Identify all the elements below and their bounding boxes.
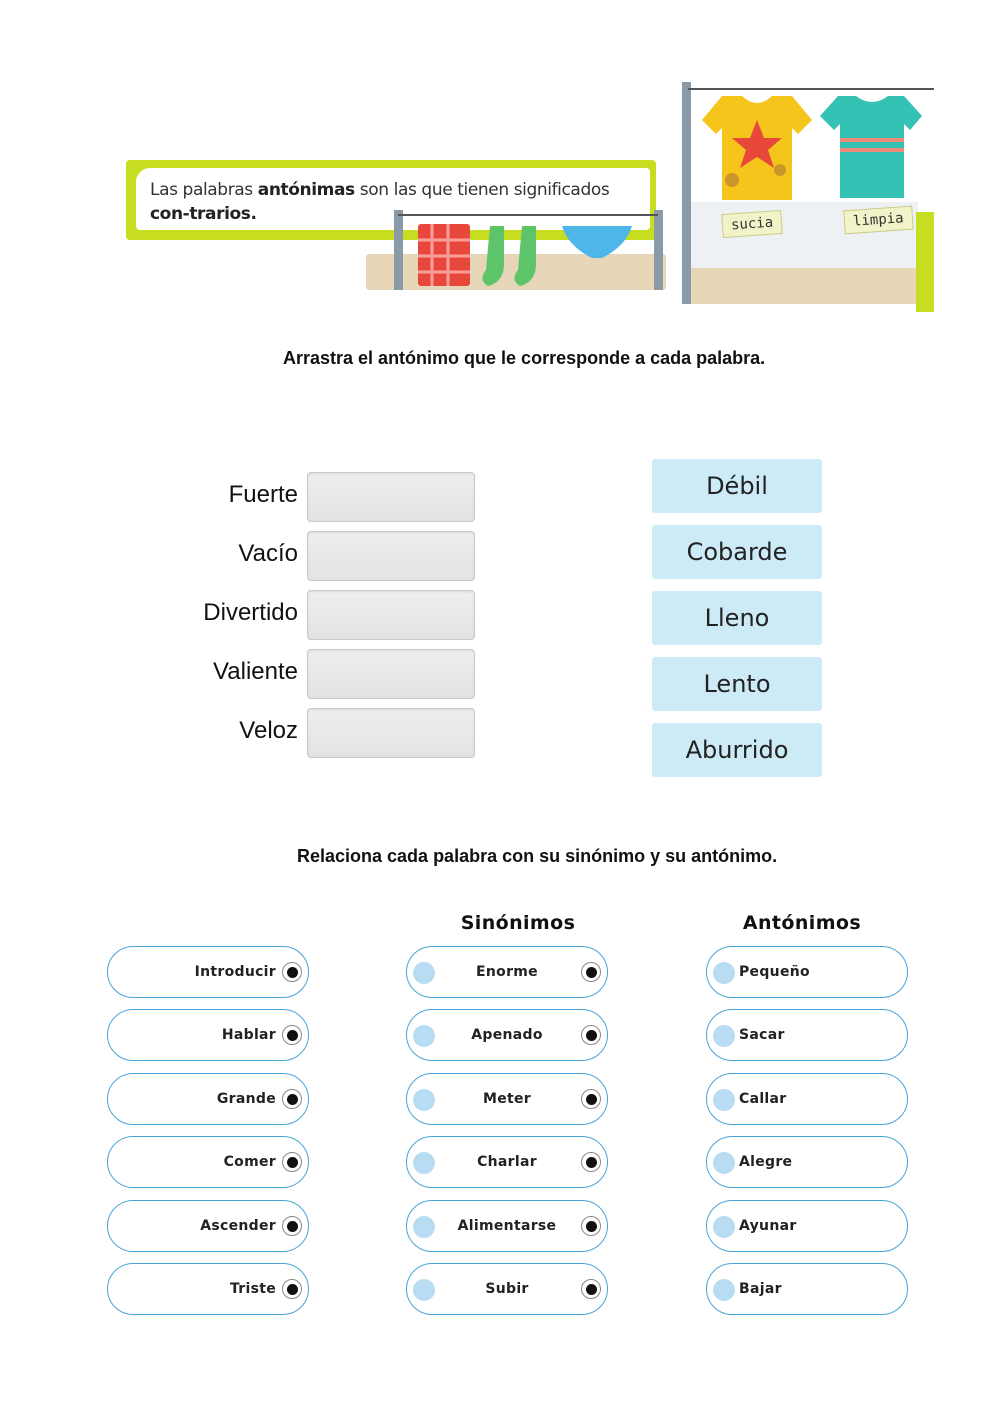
definition-part: Las palabras bbox=[150, 180, 258, 200]
hanging-clothes-small bbox=[414, 216, 654, 296]
word-pill[interactable] bbox=[107, 1073, 309, 1125]
definition-part: trarios. bbox=[189, 204, 257, 224]
pill-label: Grande bbox=[216, 1091, 276, 1107]
connector-out-dot[interactable] bbox=[581, 962, 601, 982]
word-pill[interactable] bbox=[107, 1200, 309, 1252]
tag-clean: limpia bbox=[843, 206, 913, 235]
antonyms-heading: Antónimos bbox=[742, 912, 862, 934]
pill-label: Subir bbox=[485, 1281, 529, 1297]
definition-part: con- bbox=[150, 204, 190, 224]
clean-teal-shirt bbox=[820, 96, 922, 198]
synonym-pill[interactable] bbox=[406, 1136, 608, 1188]
connector-out-dot[interactable] bbox=[282, 1216, 302, 1236]
pill-label: Charlar bbox=[477, 1154, 537, 1170]
synonym-pill[interactable] bbox=[406, 1009, 608, 1061]
connector-in-dot[interactable] bbox=[713, 1279, 735, 1301]
connector-out-dot[interactable] bbox=[581, 1025, 601, 1045]
stain-2 bbox=[774, 164, 786, 176]
right-pole bbox=[682, 82, 691, 304]
tag-dirty: sucia bbox=[721, 210, 783, 238]
draggable-answer[interactable]: Débil bbox=[652, 459, 822, 513]
synonym-pill[interactable] bbox=[406, 946, 608, 998]
connector-in-dot[interactable] bbox=[713, 1089, 735, 1111]
connector-out-dot[interactable] bbox=[581, 1279, 601, 1299]
drag-word-label: Vacío bbox=[238, 540, 298, 567]
antonym-pill[interactable] bbox=[706, 1263, 908, 1315]
drag-word-label: Divertido bbox=[203, 599, 298, 626]
pill-label: Enorme bbox=[476, 964, 538, 980]
blue-briefs bbox=[562, 226, 632, 258]
drop-target[interactable] bbox=[307, 531, 475, 581]
synonym-pill[interactable] bbox=[406, 1263, 608, 1315]
connector-out-dot[interactable] bbox=[282, 1025, 302, 1045]
word-pill[interactable] bbox=[107, 946, 309, 998]
pill-label: Introducir bbox=[194, 964, 276, 980]
drop-target[interactable] bbox=[307, 590, 475, 640]
pill-label: Apenado bbox=[471, 1027, 543, 1043]
draggable-answer[interactable]: Aburrido bbox=[652, 723, 822, 777]
connector-in-dot[interactable] bbox=[413, 1152, 435, 1174]
antonym-pill[interactable] bbox=[706, 946, 908, 998]
connector-out-dot[interactable] bbox=[581, 1089, 601, 1109]
connector-in-dot[interactable] bbox=[413, 962, 435, 984]
drop-target[interactable] bbox=[307, 472, 475, 522]
pill-label: Alimentarse bbox=[457, 1218, 557, 1234]
connector-in-dot[interactable] bbox=[713, 1152, 735, 1174]
draggable-answer[interactable]: Lleno bbox=[652, 591, 822, 645]
antonym-pill[interactable] bbox=[706, 1009, 908, 1061]
connector-out-dot[interactable] bbox=[282, 1279, 302, 1299]
connector-in-dot[interactable] bbox=[713, 962, 735, 984]
antonym-pill[interactable] bbox=[706, 1136, 908, 1188]
connector-in-dot[interactable] bbox=[413, 1279, 435, 1301]
drag-word-label: Valiente bbox=[213, 658, 298, 685]
stain-1 bbox=[725, 173, 739, 187]
connector-in-dot[interactable] bbox=[413, 1089, 435, 1111]
connector-in-dot[interactable] bbox=[713, 1025, 735, 1047]
antonym-pill[interactable] bbox=[706, 1200, 908, 1252]
instruction-match: Relaciona cada palabra con su sinónimo y su antónimo. bbox=[297, 846, 778, 866]
green-sock-2 bbox=[514, 226, 536, 286]
connector-in-dot[interactable] bbox=[413, 1025, 435, 1047]
hanging-shirts bbox=[692, 90, 922, 210]
connector-out-dot[interactable] bbox=[581, 1216, 601, 1236]
connector-out-dot[interactable] bbox=[581, 1152, 601, 1172]
pill-label: Pequeño bbox=[739, 964, 810, 980]
green-edge-decor bbox=[916, 212, 934, 312]
drop-target[interactable] bbox=[307, 708, 475, 758]
connector-out-dot[interactable] bbox=[282, 1152, 302, 1172]
antonym-banner-illustration bbox=[118, 82, 938, 318]
antonym-pill[interactable] bbox=[706, 1073, 908, 1125]
pill-label: Callar bbox=[739, 1091, 787, 1107]
definition-part: son las que tienen significados bbox=[354, 180, 610, 200]
pill-label: Hablar bbox=[221, 1027, 276, 1043]
word-pill[interactable] bbox=[107, 1263, 309, 1315]
drop-target[interactable] bbox=[307, 649, 475, 699]
connector-out-dot[interactable] bbox=[282, 1089, 302, 1109]
synonym-pill[interactable] bbox=[406, 1073, 608, 1125]
green-sock-1 bbox=[482, 226, 504, 286]
pill-label: Bajar bbox=[739, 1281, 782, 1297]
pill-label: Ayunar bbox=[739, 1218, 797, 1234]
drag-word-label: Fuerte bbox=[228, 481, 298, 508]
synonyms-heading: Sinónimos bbox=[460, 912, 576, 934]
pill-label: Comer bbox=[223, 1154, 276, 1170]
connector-out-dot[interactable] bbox=[282, 962, 302, 982]
pill-label: Meter bbox=[482, 1091, 532, 1107]
synonym-pill[interactable] bbox=[406, 1200, 608, 1252]
connector-in-dot[interactable] bbox=[413, 1216, 435, 1238]
definition-part: antónimas bbox=[257, 180, 355, 200]
draggable-answer[interactable]: Lento bbox=[652, 657, 822, 711]
pill-label: Triste bbox=[229, 1281, 276, 1297]
left-pole bbox=[394, 210, 403, 290]
pill-label: Sacar bbox=[739, 1027, 785, 1043]
left-pole-2 bbox=[654, 210, 663, 290]
word-pill[interactable] bbox=[107, 1009, 309, 1061]
drag-word-label: Veloz bbox=[239, 717, 298, 744]
connector-in-dot[interactable] bbox=[713, 1216, 735, 1238]
instruction-drag: Arrastra el antónimo que le corresponde a cada palabra. bbox=[283, 348, 766, 368]
pill-label: Ascender bbox=[200, 1218, 276, 1234]
word-pill[interactable] bbox=[107, 1136, 309, 1188]
pill-label: Alegre bbox=[739, 1154, 793, 1170]
draggable-answer[interactable]: Cobarde bbox=[652, 525, 822, 579]
wall-right bbox=[688, 268, 918, 304]
